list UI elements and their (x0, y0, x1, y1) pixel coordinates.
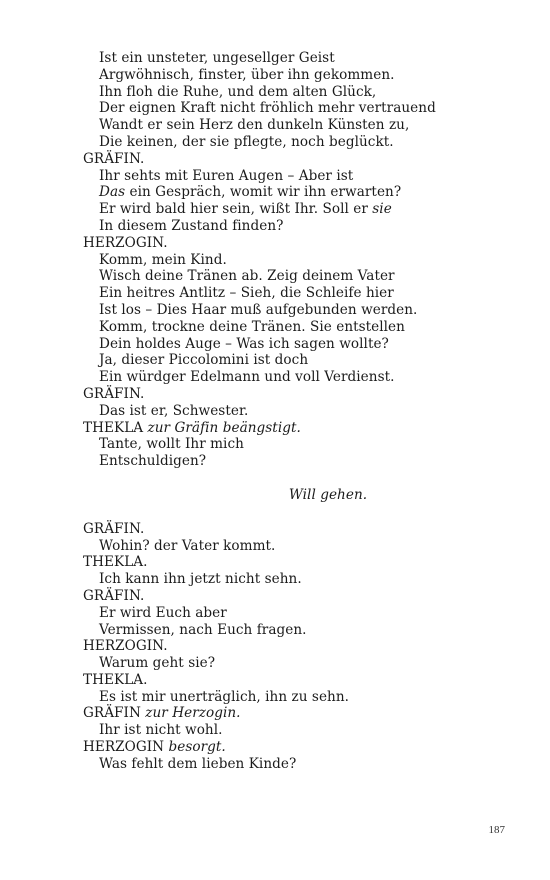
speaker-name (83, 705, 503, 722)
verse-line: Was fehlt dem lieben Kinde? (99, 755, 297, 772)
verse-line (83, 184, 503, 201)
page-number: 187 (488, 824, 505, 836)
verse-line: Der eignen Kraft nicht fröhlich mehr vertrauend (99, 100, 436, 117)
speaker-name: GRÄFIN. (83, 385, 145, 402)
verse-line: Dein holdes Auge – Was ich sagen wollte? (99, 335, 389, 352)
verse-line (83, 201, 503, 218)
italic-text: zur Herzogin. (145, 705, 241, 722)
verse-line: Ja, dieser Piccolomini ist doch (99, 352, 309, 369)
text-segment: HERZOGIN (83, 739, 169, 756)
text-segment: GRÄFIN (83, 705, 146, 722)
dialogue-section-1 (83, 50, 503, 470)
verse-line: Ihr ist nicht wohl. (99, 722, 223, 739)
italic-text: besorgt. (168, 739, 226, 756)
verse-line: Vermissen, nach Euch fragen. (99, 621, 307, 638)
verse-line: Komm, mein Kind. (99, 251, 227, 268)
verse-line: Argwöhnisch, finster, über ihn gekommen. (99, 66, 395, 83)
verse-line: Tante, wollt Ihr mich (99, 436, 244, 453)
verse-line: Die keinen, der sie pflegte, noch beglückt. (99, 133, 394, 150)
verse-line: Es ist mir unerträglich, ihn zu sehn. (99, 688, 350, 705)
play-text (83, 50, 503, 773)
verse-line: Ein würdger Edelmann und voll Verdienst. (99, 369, 395, 386)
italic-text: Das (99, 184, 126, 201)
speaker-name: THEKLA. (83, 554, 148, 571)
speaker-name: GRÄFIN. (83, 150, 145, 167)
verse-line: Ihn floh die Ruhe, und dem alten Glück, (99, 83, 377, 100)
text-segment: ein Gespräch, womit wir ihn erwarten? (125, 184, 402, 201)
stage-direction: Will gehen. (288, 486, 368, 503)
speaker-name: GRÄFIN. (83, 520, 145, 537)
italic-text: zur Gräfin beängstigt. (147, 419, 301, 436)
verse-line: Ich kann ihn jetzt nicht sehn. (99, 571, 302, 588)
speaker-name: HERZOGIN. (83, 234, 168, 251)
verse-line: Ist ein unsteter, ungesellger Geist (99, 50, 335, 66)
speaker-name (83, 420, 503, 437)
verse-line: Entschuldigen? (99, 453, 207, 470)
verse-line: Wohin? der Vater kommt. (99, 537, 276, 554)
verse-line: Warum geht sie? (99, 655, 216, 672)
speaker-name: HERZOGIN. (83, 638, 168, 655)
speaker-name (83, 739, 503, 756)
verse-line: Wisch deine Tränen ab. Zeig deinem Vater (99, 268, 395, 285)
verse-line: Komm, trockne deine Tränen. Sie entstellen (99, 318, 405, 335)
verse-line: Ein heitres Antlitz – Sieh, die Schleife hier (99, 285, 394, 302)
verse-line: Das ist er, Schwester. (99, 402, 249, 419)
italic-text: sie (372, 201, 392, 218)
verse-line: Ist los – Dies Haar muß aufgebunden werden. (99, 301, 418, 318)
verse-line: Ihr sehts mit Euren Augen – Aber ist (99, 167, 354, 184)
text-segment: THEKLA (83, 419, 148, 436)
dialogue-section-2 (83, 521, 503, 773)
verse-line: Wandt er sein Herz den dunkeln Künsten zu, (99, 117, 410, 134)
verse-line: In diesem Zustand finden? (99, 217, 284, 234)
speaker-name: THEKLA. (83, 671, 148, 688)
speaker-name: GRÄFIN. (83, 587, 145, 604)
text-segment: Er wird bald hier sein, wißt Ihr. Soll er (99, 201, 373, 218)
verse-line: Er wird Euch aber (99, 604, 227, 621)
